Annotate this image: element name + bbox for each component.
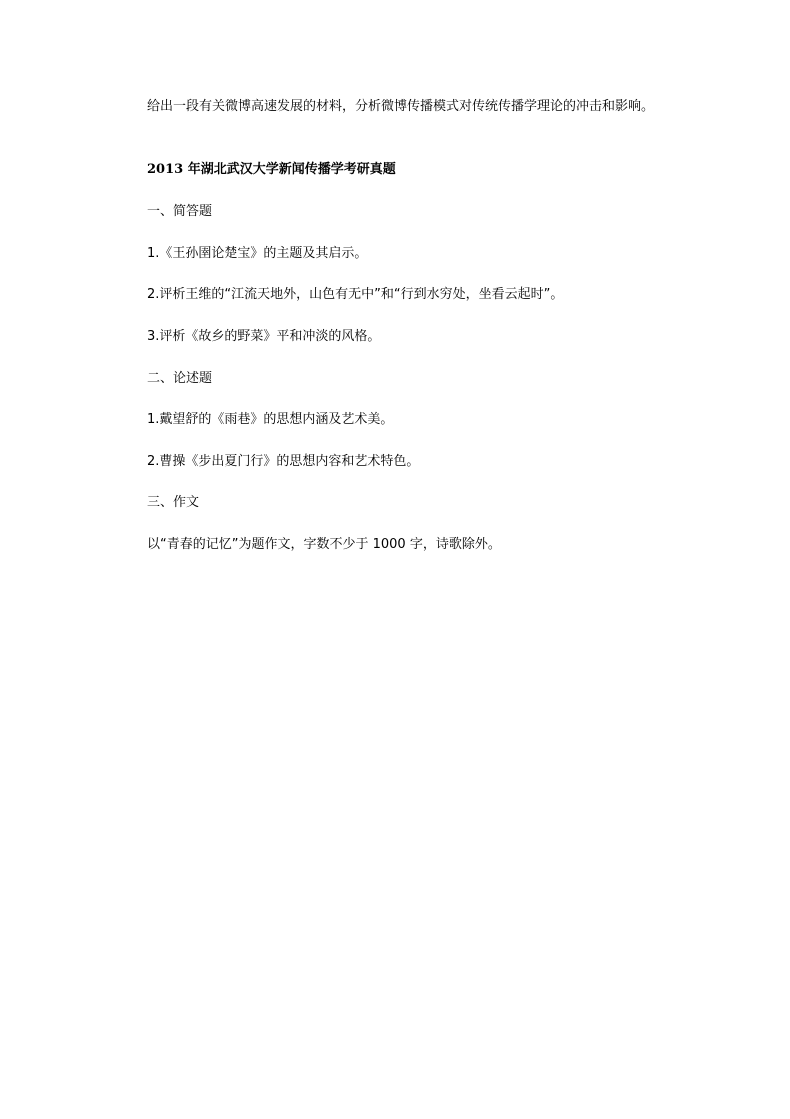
- section-title-short-answer: 一、简答题: [147, 204, 213, 219]
- question-item: 2.评析王维的“江流天地外，山色有无中”和“行到水穷处，坐看云起时”。: [147, 287, 564, 302]
- section-title-essay-discussion: 二、论述题: [147, 371, 213, 386]
- question-item: 2.曹操《步出夏门行》的思想内容和艺术特色。: [147, 454, 420, 469]
- question-item: 3.评析《故乡的野菜》平和冲淡的风格。: [147, 329, 381, 344]
- section-title-composition: 三、作文: [147, 495, 200, 510]
- composition-prompt: 以“青春的记忆”为题作文，字数不少于 1000 字，诗歌除外。: [147, 537, 501, 552]
- intro-paragraph: 给出一段有关微博高速发展的材料，分析微博传播模式对传统传播学理论的冲击和影响。: [147, 99, 655, 114]
- question-item: 1.《王孙圉论楚宝》的主题及其启示。: [147, 246, 368, 261]
- question-item: 1.戴望舒的《雨巷》的思想内涵及艺术美。: [147, 412, 394, 427]
- exam-heading: 2013 年湖北武汉大学新闻传播学考研真题: [147, 162, 396, 177]
